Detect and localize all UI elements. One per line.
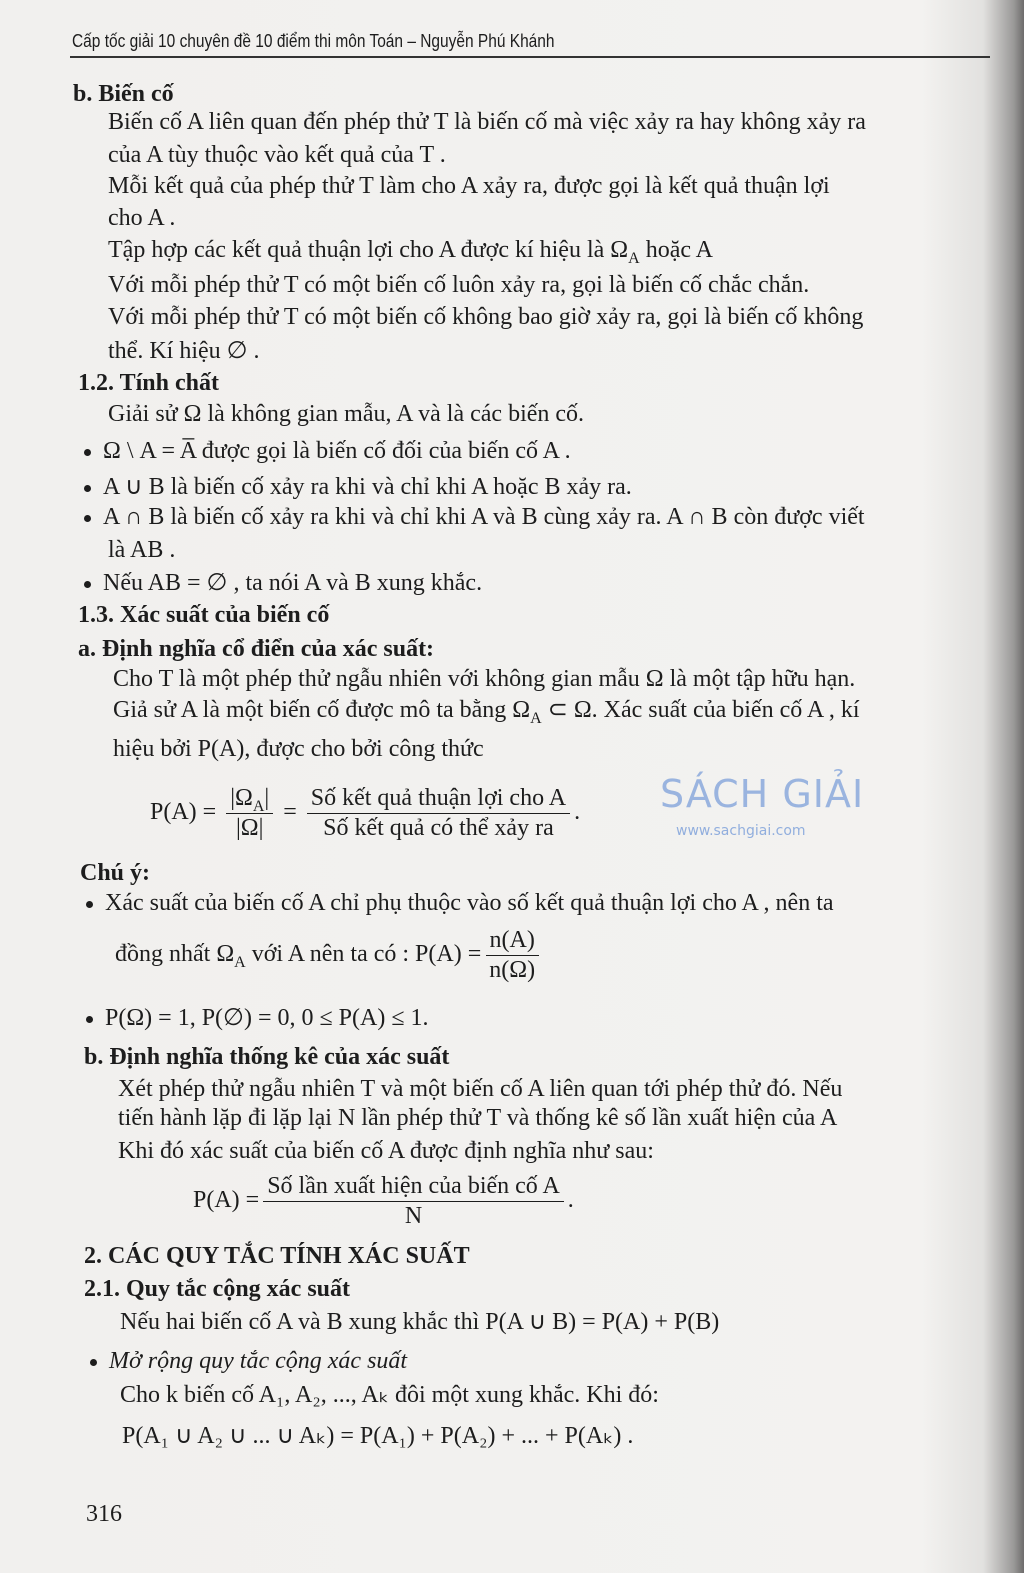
subsection-title: a. Định nghĩa cổ điển của xác suất: bbox=[78, 636, 435, 662]
text-line: Cho T là một phép thử ngẫu nhiên với không gian mẫu Ω là một tập hữu hạn. bbox=[113, 666, 856, 692]
fraction bbox=[226, 784, 273, 843]
text-line: hiệu bởi P(A), được cho bởi công thức bbox=[113, 736, 484, 762]
text: Mở rộng quy tắc cộng xác suất bbox=[109, 1348, 408, 1374]
bullet-item bbox=[84, 570, 482, 597]
subsection-title: b. Định nghĩa thống kê của xác suất bbox=[84, 1044, 450, 1070]
bullet-item bbox=[90, 1348, 407, 1375]
subscript: A bbox=[628, 249, 640, 267]
text-line bbox=[115, 926, 543, 985]
header-rule bbox=[70, 56, 990, 58]
bullet-icon bbox=[84, 581, 91, 588]
text-line: Với mỗi phép thử T có một biến cố không bao giờ xảy ra, gọi là biến cố không bbox=[108, 304, 864, 330]
fraction bbox=[263, 1172, 564, 1231]
text: A ∪ B là biến cố xảy ra khi và chỉ khi A hoặc B xảy ra. bbox=[103, 474, 632, 500]
text-line bbox=[113, 697, 860, 727]
text-line: Giải sử Ω là không gian mẫu, A và là các biến cố. bbox=[108, 401, 585, 427]
running-header: Cấp tốc giải 10 chuyên đề 10 điểm thi môn Toán – Nguyễn Phú Khánh bbox=[72, 31, 555, 51]
note-title: Chú ý: bbox=[80, 860, 151, 886]
text: Tập hợp các kết quả thuận lợi cho A được kí hiệu là Ω bbox=[108, 237, 629, 263]
text: . bbox=[574, 799, 581, 826]
formula-addition-rule: P(A₁ ∪ A₂ ∪ ... ∪ Aₖ) = P(A₁) + P(A₂) + ... + P(Aₖ) . bbox=[122, 1423, 634, 1449]
bullet-icon bbox=[84, 485, 91, 492]
text-line: Với mỗi phép thử T có một biến cố luôn xảy ra, gọi là biến cố chắc chắn. bbox=[108, 272, 810, 298]
text: . bbox=[567, 1187, 574, 1214]
denominator: Số kết quả có thể xảy ra bbox=[323, 815, 554, 841]
text: A ∩ B là biến cố xảy ra khi và chỉ khi A và B cùng xảy ra. A ∩ B còn được viết bbox=[103, 504, 865, 530]
denominator: N bbox=[404, 1203, 423, 1229]
equals: = bbox=[283, 799, 297, 826]
text: Giả sử A là một biến cố được mô ta bằng Ω bbox=[113, 697, 531, 723]
bullet-item bbox=[86, 1005, 428, 1032]
formula-lhs: P(A) = bbox=[193, 1187, 260, 1214]
text-line: Xét phép thử ngẫu nhiên T và một biến cố A liên quan tới phép thử đó. Nếu bbox=[118, 1076, 843, 1102]
subscript: A bbox=[252, 797, 265, 815]
bullet-item bbox=[84, 438, 571, 465]
text: | bbox=[264, 785, 270, 811]
watermark-url: www.sachgiai.com bbox=[676, 823, 806, 839]
text-line: Biến cố A liên quan đến phép thử T là biến cố mà việc xảy ra hay không xảy ra bbox=[108, 109, 866, 135]
formula-statistical-probability bbox=[193, 1172, 574, 1231]
numerator: |Ω bbox=[230, 785, 253, 811]
bullet-icon bbox=[84, 449, 91, 456]
text: với A nên ta có : P(A) = bbox=[245, 941, 482, 968]
bullet-icon bbox=[84, 515, 91, 522]
bullet-item bbox=[86, 890, 834, 917]
text: đồng nhất Ω bbox=[115, 941, 235, 968]
text-line: là AB . bbox=[108, 537, 176, 563]
text: Nếu AB = ∅ , ta nói A và B xung khắc. bbox=[103, 570, 483, 596]
formula-classical-probability bbox=[150, 784, 580, 843]
text-line: của A tùy thuộc vào kết quả của T . bbox=[108, 142, 446, 168]
bullet-icon bbox=[90, 1359, 97, 1366]
watermark-logo: SÁCH GIẢI bbox=[660, 772, 865, 816]
formula-lhs: P(A) = bbox=[150, 799, 217, 826]
numerator: Số kết quả thuận lợi cho A bbox=[307, 784, 570, 814]
text-line: Nếu hai biến cố A và B xung khắc thì P(A ∪ B) = P(A) + P(B) bbox=[120, 1309, 720, 1335]
subscript: A bbox=[530, 709, 542, 727]
bullet-icon bbox=[86, 1016, 93, 1023]
page-number: 316 bbox=[86, 1501, 122, 1527]
text: hoặc A bbox=[639, 237, 713, 263]
numerator: Số lần xuất hiện của biến cố A bbox=[263, 1172, 564, 1202]
subscript: A bbox=[234, 953, 246, 971]
text-line: tiến hành lặp đi lặp lại N lần phép thử T và thống kê số lần xuất hiện của A bbox=[118, 1105, 838, 1131]
section-title: 1.2. Tính chất bbox=[78, 370, 219, 396]
section-title: b. Biến cố bbox=[73, 81, 174, 107]
text-line: Cho k biến cố A₁, A₂, ..., Aₖ đôi một xung khắc. Khi đó: bbox=[120, 1382, 659, 1408]
fraction bbox=[307, 784, 570, 843]
bullet-item bbox=[84, 474, 632, 501]
subsection-title: 2.1. Quy tắc cộng xác suất bbox=[84, 1276, 350, 1302]
text: ⊂ Ω. Xác suất của biến cố A , kí bbox=[541, 697, 860, 723]
section-title: 2. CÁC QUY TẮC TÍNH XÁC SUẤT bbox=[84, 1243, 470, 1269]
text-line: cho A . bbox=[108, 205, 176, 231]
text-line bbox=[108, 237, 713, 267]
text: Ω \ A = A̅ được gọi là biến cố đối của biến cố A . bbox=[103, 438, 571, 464]
text-line: Khi đó xác suất của biến cố A được định nghĩa như sau: bbox=[118, 1138, 654, 1164]
text-line: Mỗi kết quả của phép thử T làm cho A xảy ra, được gọi là kết quả thuận lợi bbox=[108, 173, 830, 199]
bullet-icon bbox=[86, 901, 93, 908]
numerator: n(A) bbox=[486, 926, 539, 956]
text: Xác suất của biến cố A chỉ phụ thuộc vào số kết quả thuận lợi cho A , nên ta bbox=[105, 890, 834, 916]
section-title: 1.3. Xác suất của biến cố bbox=[78, 602, 330, 628]
text-line: thể. Kí hiệu ∅ . bbox=[108, 338, 260, 364]
denominator: n(Ω) bbox=[489, 957, 536, 983]
denominator: |Ω| bbox=[235, 815, 264, 841]
text: P(Ω) = 1, P(∅) = 0, 0 ≤ P(A) ≤ 1. bbox=[105, 1005, 429, 1031]
bullet-item bbox=[84, 504, 865, 531]
fraction bbox=[485, 926, 539, 985]
